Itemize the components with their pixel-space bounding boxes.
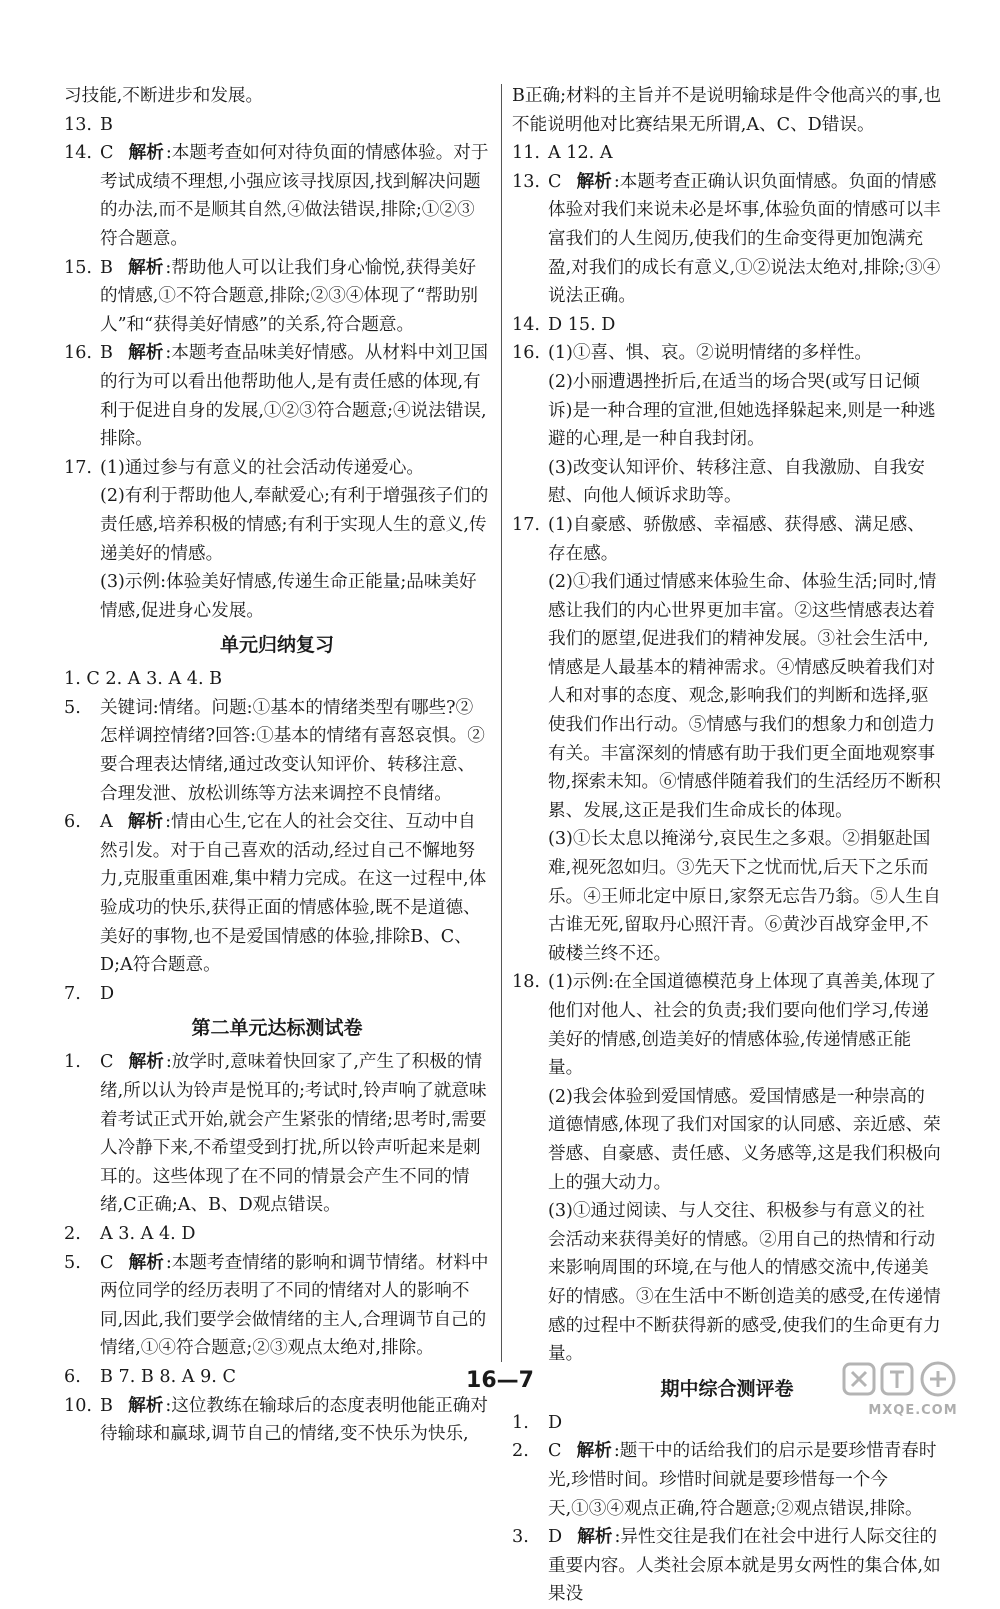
answer-paragraph: (3)①长太息以掩涕兮,哀民生之多艰。②捐躯赴国难,视死忽如归。③先天下之忧而忧,后天下之乐而乐。④王师北定中原日,家祭无忘告乃翁。⑤人生自古谁无死,留取丹心照汗青。⑥黄沙百战穿金甲,不破楼兰终不还。	[548, 829, 941, 964]
question-number: 2.	[512, 1441, 529, 1462]
question-number: 17.	[512, 514, 540, 535]
answer-text: :情由心生,它在人的社会交往、互动中自然引发。对于自己喜欢的活动,经过自己不懈地努力,克服重重困难,集中精力完成。在这一过程中,体验成功的快乐,获得正面的情感体验,既不是道德、美好的事物,也不是爱国情感的体验,排除B、C、D;A符合题意。	[100, 812, 487, 976]
left-column	[64, 82, 490, 1449]
answer-item	[512, 968, 942, 1368]
answer-text: :这位教练在输球后的态度表明他能正确对待输球和赢球,调节自己的情绪,变不快乐为快乐,	[100, 1395, 488, 1445]
analysis-label: 解析	[128, 343, 164, 364]
page-number: 16—7	[466, 1368, 534, 1393]
analysis-label: 解析	[576, 171, 612, 192]
answer-paragraph: (1)①喜、惧、哀。②说明情绪的多样性。	[548, 343, 873, 364]
answer-item	[512, 82, 942, 139]
question-number: 6.	[64, 1366, 81, 1387]
answer-choice: C	[100, 1252, 114, 1273]
answer-item	[64, 980, 490, 1009]
question-number: 13.	[512, 171, 540, 192]
answer-text: A 12. A	[548, 143, 613, 164]
question-number: 14.	[64, 143, 92, 164]
section-heading: 第二单元达标测试卷	[191, 1017, 363, 1040]
answer-text: B 7. B 8. A 9. C	[100, 1366, 236, 1387]
answer-paragraph: (3)示例:体验美好情感,传递生命正能量;品味美好情感,促进身心发展。	[100, 572, 477, 621]
answer-text: D 15. D	[548, 314, 616, 335]
answer-choice: C	[100, 1052, 114, 1073]
analysis-label: 解析	[128, 143, 164, 164]
answer-text: 1. C 2. A 3. A 4. B	[64, 669, 223, 690]
answer-choice: D	[548, 1527, 563, 1548]
question-number: 14.	[512, 314, 540, 335]
question-number: 1.	[512, 1412, 529, 1433]
answer-item	[64, 1392, 490, 1449]
column-divider	[501, 84, 502, 1362]
answer-item	[512, 311, 942, 340]
analysis-label: 解析	[128, 257, 164, 278]
question-number: 13.	[64, 114, 92, 135]
answer-text: :放学时,意味着快回家了,产生了积极的情绪,所以认为铃声是悦耳的;考试时,铃声响了就意味着考试正式开始,就会产生紧张的情绪;思考时,需要人冷静下来,不希望受到打扰,所以铃声听起来是刺耳的。这些体现了在不同的情景会产生不同的情绪,C正确;A、B、D观点错误。	[100, 1052, 487, 1216]
question-number: 16.	[512, 343, 540, 364]
answer-choice: B	[100, 257, 113, 278]
question-number: 7.	[64, 983, 81, 1004]
answer-item	[64, 694, 490, 808]
answer-text: D	[100, 983, 115, 1004]
answer-choice: C	[548, 1441, 562, 1462]
analysis-label: 解析	[128, 1052, 164, 1073]
answer-item	[64, 665, 490, 694]
question-number: 11.	[512, 143, 540, 164]
question-number: 3.	[512, 1527, 529, 1548]
analysis-label: 解析	[128, 1252, 164, 1273]
answer-item	[512, 339, 942, 511]
answer-paragraph: (1)自豪感、骄傲感、幸福感、获得感、满足感、存在感。	[548, 514, 925, 564]
answer-text: 关键词:情绪。问题:①基本的情绪类型有哪些?②怎样调控情绪?回答:①基本的情绪有喜怒哀惧。②要合理表达情绪,通过改变认知评价、转移注意、合理发泄、放松训练等方法来调控不良情绪。	[100, 697, 485, 804]
answer-item	[512, 139, 942, 168]
question-number: 5.	[64, 697, 81, 718]
answer-text: :帮助他人可以让我们身心愉悦,获得美好的情感,①不符合题意,排除;②③④体现了“帮助别人”和“获得美好情感”的关系,符合题意。	[100, 257, 478, 335]
answer-text: :本题考查情绪的影响和调节情绪。材料中两位同学的经历表明了不同的情绪对人的影响不同,因此,我们要学会做情绪的主人,合理调节自己的情绪,①④符合题意;②③观点太绝对,排除。	[100, 1252, 489, 1359]
answer-text: :本题考查正确认识负面情感。负面的情感体验对我们来说未必是坏事,体验负面的情感可以丰富我们的人生阅历,使我们的生命变得更加饱满充盈,对我们的成长有意义,①②说法太绝对,排除;③④说法正确。	[548, 171, 941, 307]
answer-choice: B	[100, 1395, 113, 1416]
question-number: 1.	[64, 1052, 81, 1073]
question-number: 6.	[64, 812, 81, 833]
question-number: 5.	[64, 1252, 81, 1273]
watermark-text: MXQE.COM	[868, 1403, 958, 1418]
answer-text: B	[100, 114, 113, 135]
answer-item	[64, 808, 490, 980]
question-number: 15.	[64, 257, 92, 278]
answer-text: :异性交往是我们在社会中进行人际交往的重要内容。人类社会原本就是男女两性的集合体,如果没	[548, 1527, 941, 1605]
answer-item	[64, 339, 490, 453]
answer-choice: B	[100, 343, 113, 364]
answer-text: D	[548, 1412, 563, 1433]
section-heading: 期中综合测评卷	[660, 1377, 794, 1400]
answer-text: :题干中的话给我们的启示是要珍惜青春时光,珍惜时间。珍惜时间就是要珍惜每一个今天,①③④观点正确,符合题意;②观点错误,排除。	[548, 1441, 937, 1519]
answer-text: 习技能,不断进步和发展。	[64, 86, 264, 106]
answer-item	[64, 254, 490, 340]
answer-paragraph: (3)改变认知评价、转移注意、自我激励、自我安慰、向他人倾诉求助等。	[548, 457, 925, 507]
answer-item	[64, 1220, 490, 1249]
answer-item	[64, 139, 490, 253]
question-number: 10.	[64, 1395, 92, 1416]
answer-paragraph: (2)有利于帮助他人,奉献爱心;有利于增强孩子们的责任感,培养积极的情感;有利于实现人生的意义,传递美好的情感。	[100, 486, 489, 564]
answer-item	[512, 1523, 942, 1609]
answer-item	[512, 511, 942, 969]
question-number: 17.	[64, 457, 92, 478]
section-heading: 单元归纳复习	[219, 634, 334, 657]
answer-item	[512, 168, 942, 311]
answer-paragraph: (2)①我们通过情感来体验生命、体验生活;同时,情感让我们的内心世界更加丰富。②这些情感表达着我们的愿望,促进我们的精神发展。③社会生活中,情感是人最基本的精神需求。④情感反映着我们对人和对事的态度、观念,影响我们的判断和选择,驱使我们作出行动。⑤情感与我们的想象力和创造力有关。丰富深刻的情感有助于我们更全面地观察事物,探索未知。⑥情感伴随着我们的生活经历不断积累、发展,这正是我们生命成长的体现。	[548, 572, 941, 821]
analysis-label: 解析	[576, 1441, 612, 1462]
answer-paragraph: (2)小丽遭遇挫折后,在适当的场合哭(或写日记倾诉)是一种合理的宣泄,但她选择躲起来,则是一种逃避的心理,是一种自我封闭。	[548, 371, 936, 450]
answer-item	[64, 1048, 490, 1220]
question-number: 16.	[64, 343, 92, 364]
answer-text: :本题考查如何对待负面的情感体验。对于考试成绩不理想,小强应该寻找原因,找到解决问题的办法,而不是顺其自然,④做法错误,排除;①②③符合题意。	[100, 143, 489, 249]
answer-item	[64, 111, 490, 140]
answer-item	[64, 1249, 490, 1363]
question-number: 2.	[64, 1223, 81, 1244]
question-number: 18.	[512, 972, 540, 993]
answer-item	[64, 82, 490, 111]
answer-paragraph: (2)我会体验到爱国情感。爱国情感是一种崇高的道德情感,体现了我们对国家的认同感、亲近感、荣誉感、自豪感、责任感、义务感等,这是我们积极向上的强大动力。	[548, 1086, 941, 1193]
analysis-label: 解析	[128, 1395, 164, 1416]
answer-item	[64, 454, 490, 626]
answer-item	[512, 1437, 942, 1523]
answer-text: :本题考查品味美好情感。从材料中刘卫国的行为可以看出他帮助他人,是有责任感的体现,有利于促进自身的发展,①②③符合题意;④说法错误,排除。	[100, 343, 488, 450]
answer-text: B正确;材料的主旨并不是说明输球是件令他高兴的事,也不能说明他对比赛结果无所谓,A、C、D错误。	[512, 86, 942, 135]
answer-choice: A	[100, 812, 113, 833]
answer-seal-logo	[838, 1360, 988, 1418]
answer-paragraph: (1)通过参与有意义的社会活动传递爱心。	[100, 457, 425, 478]
answer-choice: C	[100, 143, 114, 164]
answer-text: A 3. A 4. D	[100, 1223, 196, 1244]
analysis-label: 解析	[127, 812, 164, 833]
answer-item	[64, 1363, 490, 1392]
analysis-label: 解析	[577, 1527, 613, 1548]
answer-paragraph: (3)①通过阅读、与人交往、积极参与有意义的社会活动来获得美好的情感。②用自己的热情和行动来影响周围的环境,在与他人的情感交流中,传递美好的情感。③在生活中不断创造美的感受,在传递情感的过程中不断获得新的感受,使我们的生命更有力量。	[548, 1201, 941, 1365]
answer-paragraph: (1)示例:在全国道德模范身上体现了真善美,体现了他们对他人、社会的负责;我们要向他们学习,传递美好的情感,创造美好的情感体验,传递情感正能量。	[548, 972, 937, 1079]
answer-choice: C	[548, 171, 562, 192]
